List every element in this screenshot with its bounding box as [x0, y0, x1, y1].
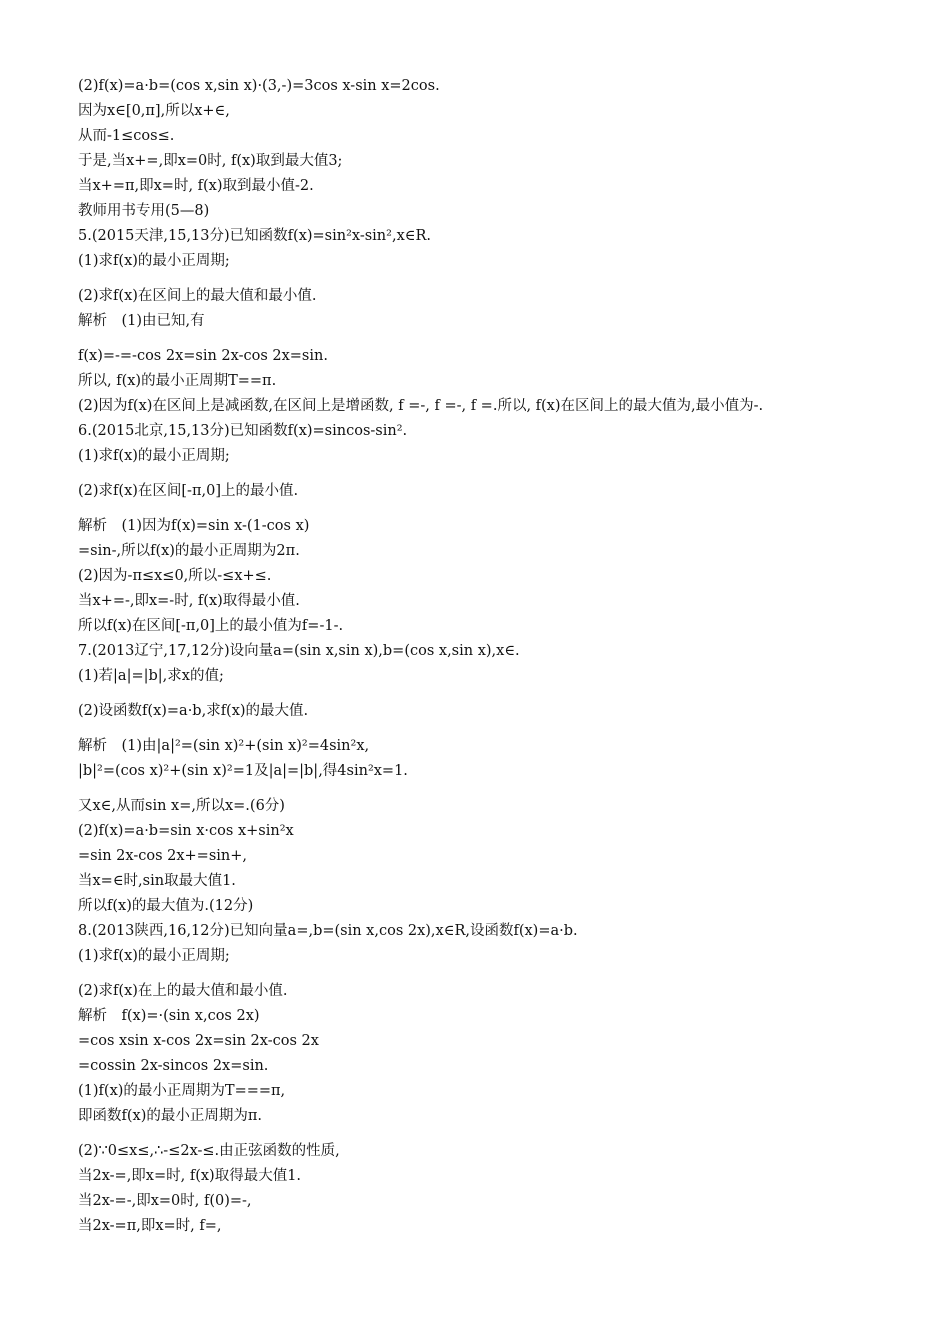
question-line: (1)求f(x)的最小正周期;: [78, 448, 230, 464]
text-line: 因为x∈[0,π],所以x+∈,: [78, 103, 230, 119]
text-line: 当x=∈时,sin取最大值1.: [78, 873, 236, 889]
text-line: |b|²=(cos x)²+(sin x)²=1及|a|=|b|,得4sin²x=1.: [78, 763, 408, 779]
question-line: (1)求f(x)的最小正周期;: [78, 253, 230, 269]
text-line: 当2x-=π,即x=时, f=,: [78, 1218, 222, 1234]
text-line: =cossin 2x-sincos 2x=sin.: [78, 1058, 269, 1074]
text-line: 当2x-=-,即x=0时, f(0)=-,: [78, 1193, 252, 1209]
text-line: 于是,当x+=,即x=0时, f(x)取到最大值3;: [78, 153, 343, 169]
problem-statement: 8.(2013陕西,16,12分)已知向量a=,b=(sin x,cos 2x),x∈R,设函数f(x)=a·b.: [78, 923, 578, 939]
text-line: (2)因为-π≤x≤0,所以-≤x+≤.: [78, 568, 272, 584]
text-line: =sin 2x-cos 2x+=sin+,: [78, 848, 248, 864]
question-line: (2)求f(x)在上的最大值和最小值.: [78, 983, 288, 999]
solution-heading: 解析 (1)因为f(x)=sin x-(1-cos x): [78, 518, 310, 534]
solution-heading: 解析 (1)由|a|²=(sin x)²+(sin x)²=4sin²x,: [78, 738, 370, 754]
text-line: (2)∵0≤x≤,∴-≤2x-≤.由正弦函数的性质,: [78, 1143, 340, 1159]
text-line: 又x∈,从而sin x=,所以x=.(6分): [78, 798, 285, 814]
question-line: (1)若|a|=|b|,求x的值;: [78, 668, 224, 684]
text-line: 当x+=π,即x=时, f(x)取到最小值-2.: [78, 178, 314, 194]
question-line: (2)设函数f(x)=a·b,求f(x)的最大值.: [78, 703, 309, 719]
solution-heading: 解析 (1)由已知,有: [78, 313, 205, 329]
text-line: =sin-,所以f(x)的最小正周期为2π.: [78, 543, 300, 559]
text-line: =cos xsin x-cos 2x=sin 2x-cos 2x: [78, 1033, 319, 1049]
text-line: 所以f(x)在区间[-π,0]上的最小值为f=-1-.: [78, 618, 344, 634]
question-line: (2)求f(x)在区间上的最大值和最小值.: [78, 288, 317, 304]
text-line: 从而-1≤cos≤.: [78, 128, 175, 144]
section-heading: 教师用书专用(5—8): [78, 203, 210, 219]
problem-statement: 5.(2015天津,15,13分)已知函数f(x)=sin²x-sin²,x∈R.: [78, 228, 432, 244]
solution-heading: 解析 f(x)=·(sin x,cos 2x): [78, 1008, 260, 1024]
document-body: [78, 74, 878, 1239]
text-line: (1)f(x)的最小正周期为T===π,: [78, 1083, 286, 1099]
problem-statement: 7.(2013辽宁,17,12分)设向量a=(sin x,sin x),b=(cos x,sin x),x∈.: [78, 643, 520, 659]
question-line: (2)求f(x)在区间[-π,0]上的最小值.: [78, 483, 299, 499]
text-line: 即函数f(x)的最小正周期为π.: [78, 1108, 262, 1124]
text-line: 当x+=-,即x=-时, f(x)取得最小值.: [78, 593, 300, 609]
text-line: (2)f(x)=a·b=(cos x,sin x)·(3,-)=3cos x-sin x=2cos.: [78, 78, 440, 94]
text-line: 当2x-=,即x=时, f(x)取得最大值1.: [78, 1168, 302, 1184]
text-line: f(x)=-=-cos 2x=sin 2x-cos 2x=sin.: [78, 348, 328, 364]
text-line: 所以f(x)的最大值为.(12分): [78, 898, 254, 914]
problem-statement: 6.(2015北京,15,13分)已知函数f(x)=sincos-sin².: [78, 423, 408, 439]
text-line: 所以, f(x)的最小正周期T==π.: [78, 373, 277, 389]
text-line: (2)f(x)=a·b=sin x·cos x+sin²x: [78, 823, 294, 839]
question-line: (1)求f(x)的最小正周期;: [78, 948, 230, 964]
text-line: (2)因为f(x)在区间上是减函数,在区间上是增函数, f =-, f =-, f =.所以, f(x)在区间上的最大值为,最小值为-.: [78, 398, 764, 414]
